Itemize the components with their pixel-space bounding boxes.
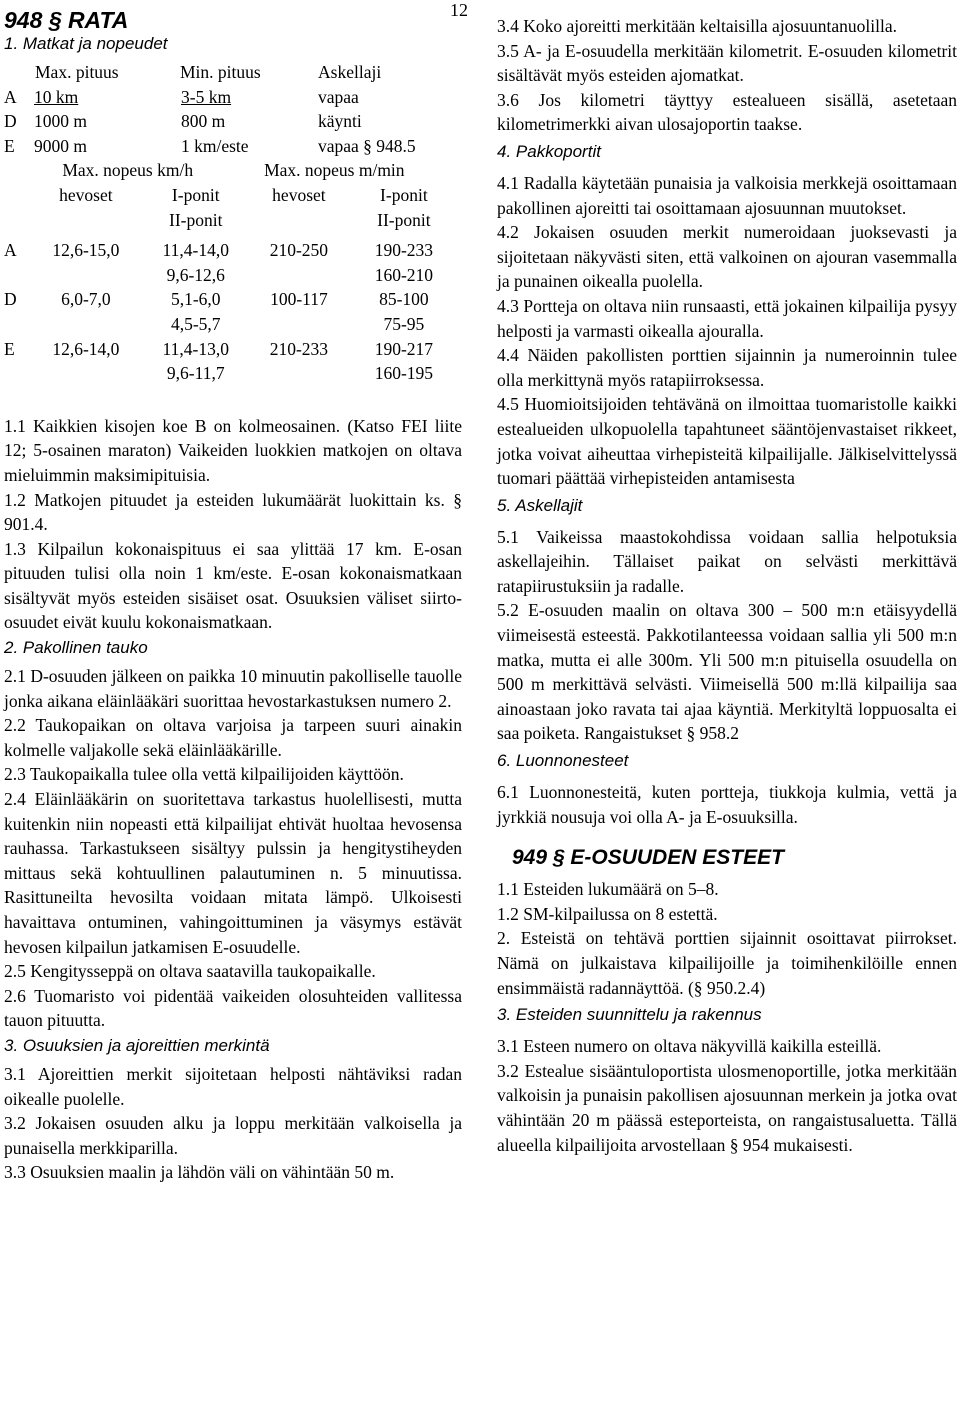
paragraph-3-1: 3.1 Ajoreittien merkit sijoitetaan helposti nähtäviksi radan oikealle puolelle. (4, 1063, 462, 1109)
table-row (4, 85, 462, 110)
rule-948-heading: 948 § RATA (4, 7, 129, 33)
paragraph-3-5: 3.5 A- ja E-osuudella merkitään kilometrit. E-osuuden kilometrit sisältävät myös esteiden ajomatkat. (497, 40, 957, 86)
max-length: 9000 m (34, 135, 87, 156)
table-row (4, 337, 462, 362)
gait: vapaa § 948.5 (318, 135, 416, 156)
rule-949-heading: 949 § E-OSUUDEN ESTEET (512, 846, 784, 870)
left-column (4, 0, 462, 1185)
min-length: 1 km/este (181, 135, 249, 156)
section-6-title: 6. Luonnonesteet (497, 751, 629, 771)
horses-mmin: 210-233 (269, 338, 329, 359)
paragraph-4-2: 4.2 Jokaisen osuuden merkit numeroidaan juoksevasti ja sijoitetaan näkyvästi siten, että valkoinen on ajouran vasemmalla ja punainen oikealla puolella. (497, 222, 957, 292)
speed-table (4, 158, 462, 385)
paragraph-949-3-2: 3.2 Estealue sisääntuloportista ulosmenoportille, jotka merkitään valkoisin ja punaisin pakollisen ajosuunnan merkein ja jotka ovat vähintään 20 m päässä esteporteista, on rangaistusaluetta. Tällä alueella kilpailijoita arvostellaan § 954 mukaisesti. (497, 1060, 957, 1155)
header-horses: hevoset (272, 184, 326, 205)
section-2-title: 2. Pakollinen tauko (4, 638, 148, 658)
horses-mmin: 210-250 (269, 240, 329, 261)
gait: käynti (318, 111, 362, 132)
distance-table (4, 60, 462, 158)
section-949-3-title: 3. Esteiden suunnittelu ja rakennus (497, 1005, 762, 1025)
paragraph-3-2: 3.2 Jokaisen osuuden alku ja loppu merkitään valkoisella ja punaisella merkkiparilla. (4, 1113, 462, 1158)
ponies-1-mmin: 190-233 (374, 240, 434, 261)
paragraph-3-3: 3.3 Osuuksien maalin ja lähdön väli on vähintään 50 m. (4, 1162, 395, 1183)
horses-kmh: 12,6-14,0 (52, 338, 120, 359)
paragraph-4-4: 4.4 Näiden pakollisten porttien sijainnin ja numeroinnin tulee olla merkittynä myös ratapiirroksessa. (497, 345, 957, 390)
paragraph-1-3: 1.3 Kilpailun kokonaispituus ei saa ylittää 17 km. E-osan pituuden tulisi olla noin 1 km/este. E-osan kokonaismatkaan sisältyvät myös esteiden sisäiset osat. Osuuksien väliset siirto-osuudet eivät kuulu kokonaismatkaan. (4, 538, 462, 633)
paragraph-2-2: 2.2 Taukopaikan on oltava varjoisa ja tarpeen suuri ainakin kolmelle valjakolle sekä eläinlääkärille. (4, 715, 462, 760)
paragraph-1-2: 1.2 Matkojen pituudet ja esteiden lukumäärät luokittain ks. § 901.4. (4, 489, 462, 535)
max-length: 1000 m (34, 111, 87, 132)
table-row (4, 238, 462, 263)
section-4-title: 4. Pakkoportit (497, 141, 601, 161)
gait: vapaa (318, 86, 359, 107)
paragraph-1-1: 1.1 Kaikkien kisojen koe B on kolmeosainen. (Katso FEI liite 12; 5-osainen maraton) Vaikeiden luokkien matkojen on oltava mieluimmin maksimipituisia. (4, 415, 462, 485)
paragraph-949-1-1: 1.1 Esteiden lukumäärä on 5–8. (497, 879, 719, 900)
page-number: 12 (450, 0, 468, 20)
horses-kmh: 6,0-7,0 (61, 289, 111, 310)
row-class: A (4, 240, 17, 261)
table-row (4, 134, 462, 159)
header-ponies-1: I-ponit (380, 184, 428, 205)
speed-table-subheader (4, 183, 462, 208)
row-class: A (4, 86, 17, 107)
paragraph-3-4: 3.4 Koko ajoreitti merkitään keltaisilla ajosuuntanuolilla. (497, 16, 897, 36)
right-column (497, 14, 957, 1157)
header-ponies-1: I-ponit (171, 184, 220, 205)
max-length: 10 km (34, 86, 79, 107)
horses-mmin: 100-117 (270, 289, 328, 310)
paragraph-2-4: 2.4 Eläinlääkärin on suoritettava tarkastus huolellisesti, mutta kuitenkin niin nopeasti että kilpailijat ehtivät huoltaa hevosensa rauhassa. Tarkastukseen sisältyy pulssin ja hengitystiheyden mittaus sekä kohtuullinen palautuminen n. 5 minuutissa. Rasittuneilta hevosilta voidaan mitata lämpö. Ulkoisesti havaittava ontuminen, vahingoittuminen ja väsymys estävät hevosen kilpailun jatkamisen E-osuudelle. (4, 789, 462, 957)
header-ponies-2: II-ponit (377, 209, 431, 230)
paragraph-4-3: 4.3 Portteja on oltava niin runsaasti, että jokainen kilpailija pysyy helposti ja varmasti oikealla ajouralla. (497, 295, 957, 341)
header-gait: Askellaji (318, 62, 382, 82)
paragraph-3-6: 3.6 Jos kilometri täyttyy estealueen sisällä, asetetaan kilometrimerkki aivan ulosajoportin taakse. (497, 89, 957, 135)
row-class: D (4, 111, 17, 132)
paragraph-2-1: 2.1 D-osuuden jälkeen on paikka 10 minuutin pakolliselle tauolle jonka aikana eläinlääkäri suorittaa hevostarkastuksen numero 2. (4, 666, 462, 711)
table-row (4, 312, 462, 337)
ponies-2-kmh: 9,6-11,7 (166, 363, 225, 384)
table-row (4, 109, 462, 134)
min-length: 3-5 km (181, 86, 232, 107)
header-max-speed-mmin: Max. nopeus m/min (264, 160, 405, 181)
section-1-title: 1. Matkat ja nopeudet (4, 34, 168, 53)
paragraph-2-5: 2.5 Kengitysseppä on oltava saatavilla taukopaikalle. (4, 961, 376, 982)
speed-table-group-header (4, 158, 462, 183)
ponies-1-kmh: 11,4-13,0 (162, 338, 229, 359)
paragraph-949-1-2: 1.2 SM-kilpailussa on 8 estettä. (497, 903, 718, 924)
min-length: 800 m (181, 111, 226, 132)
paragraph-5-1: 5.1 Vaikeissa maastokohdissa voidaan sallia helpotuksia askellajeihin. Tällaiset paikat on selvästi merkittävä ratapiirustuksiin ja radalle. (497, 526, 957, 596)
row-class: E (4, 338, 15, 359)
paragraph-6-1: 6.1 Luonnonesteitä, kuten portteja, tiukkoja kulmia, vettä ja jyrkkiä nousuja voi olla A- ja E-osuuksilla. (497, 782, 957, 827)
paragraph-2-3: 2.3 Taukopaikalla tulee olla vettä kilpailijoiden käyttöön. (4, 764, 404, 785)
ponies-2-mmin: 160-210 (374, 264, 434, 285)
paragraph-949-3-1: 3.1 Esteen numero on oltava näkyvillä kaikilla esteillä. (497, 1036, 882, 1057)
header-max-speed-kmh: Max. nopeus km/h (62, 160, 194, 181)
ponies-1-kmh: 11,4-14,0 (162, 240, 229, 261)
ponies-1-mmin: 190-217 (374, 338, 434, 359)
ponies-2-kmh: 9,6-12,6 (166, 264, 225, 285)
ponies-2-kmh: 4,5-5,7 (170, 313, 221, 334)
paragraph-4-1: 4.1 Radalla käytetään punaisia ja valkoisia merkkejä osoittamaan pakollinen ajoreitti tai osoittamaan ajosuunnan muutokset. (497, 172, 957, 218)
paragraph-4-5: 4.5 Huomioitsijoiden tehtävänä on ilmoittaa tuomaristolle kaikki estealueiden ulkopuolella tapahtuneet sääntöjenvastaiset rikkeet, jotka voivat aiheuttaa virhepisteitä kilpailijalle. Jälkiselvittelyssä tuomari päättää virhepisteiden antamisesta (497, 394, 957, 489)
header-horses: hevoset (59, 184, 113, 205)
speed-table-subheader (4, 208, 462, 233)
header-min-length: Min. pituus (180, 62, 261, 82)
distance-table-header (4, 60, 462, 85)
horses-kmh: 12,6-15,0 (52, 240, 120, 261)
header-ponies-2: II-ponit (169, 209, 223, 230)
ponies-2-mmin: 160-195 (374, 363, 434, 384)
header-max-length: Max. pituus (35, 62, 119, 82)
section-3-title: 3. Osuuksien ja ajoreittien merkintä (4, 1035, 270, 1055)
ponies-1-mmin: 85-100 (379, 289, 429, 310)
ponies-1-kmh: 5,1-6,0 (170, 289, 221, 310)
ponies-2-mmin: 75-95 (383, 313, 425, 334)
table-row (4, 287, 462, 312)
paragraph-949-2: 2. Esteistä on tehtävä porttien sijainnit osoittavat piirrokset. Nämä on julkaistava kilpailijoille ja toimihenkilöille ennen ensimmäistä radannäyttöä. (§ 950.2.4) (497, 928, 957, 998)
section-5-title: 5. Askellajit (497, 495, 583, 515)
table-row (4, 263, 462, 288)
row-class: D (4, 289, 17, 310)
row-class: E (4, 135, 15, 156)
paragraph-5-2: 5.2 E-osuuden maalin on oltava 300 – 500 m:n etäisyydellä viimeisestä esteestä. Pakkotilanteessa voidaan sallia yli 500 m:n matka, mutta ei alle 300m. Yli 500 m:n pituisella osuudella on 500 m merkittävä selvästi. Viimeisellä 500 m:llä kilpailija saa ainoastaan joko ravata tai ajaa käyntiä. Merkityltä loppuosalta ei saa poiketa. Rangaistukset § 958.2 (497, 600, 957, 744)
paragraph-2-6: 2.6 Tuomaristo voi pidentää vaikeiden olosuhteiden vallitessa tauon pituutta. (4, 985, 462, 1031)
table-row (4, 361, 462, 386)
